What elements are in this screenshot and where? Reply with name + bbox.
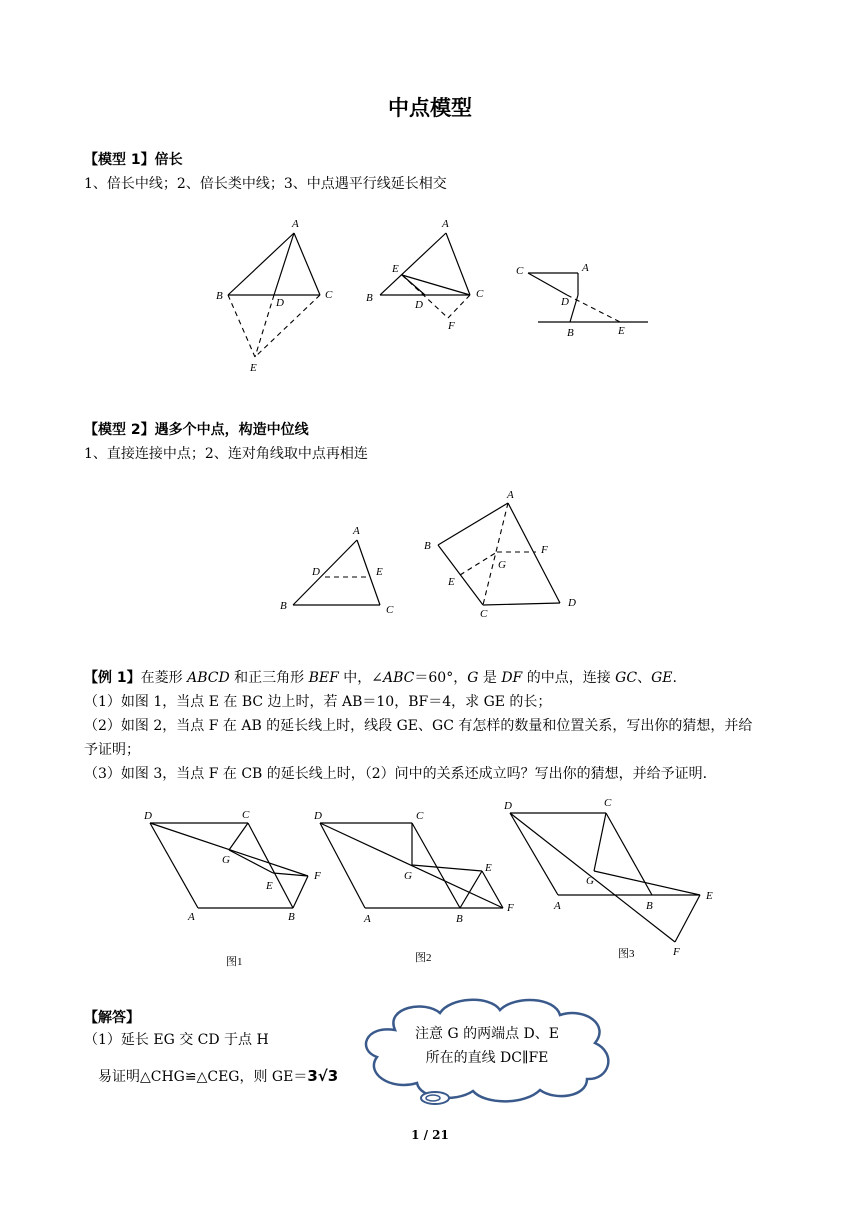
label-F: F [507,902,514,914]
answer-step-1: （1）延长 EG 交 CD 于点 H [84,1032,269,1048]
model2-figure-1 [275,525,405,620]
example-figure-2 [310,805,530,965]
label-E: E [266,880,273,892]
label-A: A [554,900,561,912]
label-A: A [507,489,514,501]
label-B: B [424,540,431,552]
answer-heading: 【解答】 [84,1010,140,1026]
label-E: E [392,263,399,275]
page-title: 中点模型 [388,96,472,120]
label-E: E [485,862,492,874]
label-B: B [567,327,574,339]
model1-figure-1 [210,215,340,380]
label-D: D [144,810,152,822]
question-2-line-1: （2）如图 2，当点 F 在 AB 的延长线上时，线段 GE、GC 有怎样的数量和位置关系，写出你的猜想，并给 [84,718,753,734]
label-B: B [280,600,287,612]
label-C: C [386,604,394,616]
question-2-line-2: 予证明； [84,742,140,758]
label-C: C [416,810,424,822]
label-A: A [582,262,589,274]
label-C: C [325,289,333,301]
model1-figure-3 [510,255,655,345]
label-B: B [646,900,653,912]
label-A: A [292,218,299,230]
label-B: B [288,911,295,923]
question-1: （1）如图 1，当点 E 在 BC 边上时，若 AB＝10，BF＝4，求 GE 的长； [84,694,552,710]
label-C: C [480,608,488,620]
model2-figure-2 [420,485,585,620]
label-D: D [561,296,569,308]
model1-heading: 【模型 1】倍长 [84,152,183,168]
label-F: F [673,946,680,958]
label-G: G [404,870,412,882]
model1-figure-2 [360,215,500,335]
label-A: A [353,525,360,537]
label-E: E [376,566,383,578]
label-D: D [276,297,284,309]
label-D: D [504,800,512,812]
label-F: F [448,320,455,332]
label-C: C [242,809,250,821]
question-3: （3）如图 3，当点 F 在 CB 的延长线上时，（2）问中的关系还成立吗？写出你的猜想，并给予证明. [84,766,708,782]
figure-caption: 图1 [226,956,243,968]
label-D: D [568,597,576,609]
figure-caption: 图3 [618,948,635,960]
example-figure-1 [140,805,330,970]
label-G: G [222,854,230,866]
label-E: E [618,325,625,337]
model1-description: 1、倍长中线；2、倍长类中线；3、中点遇平行线延长相交 [84,176,447,192]
label-G: G [498,559,506,571]
label-E: E [706,890,713,902]
cloud-text-line-2: 所在的直线 DC∥FE [425,1050,549,1066]
figure-caption: 图2 [415,952,432,964]
label-F: F [541,544,548,556]
example-figure-3 [500,795,730,960]
example-statement: 【例 1】在菱形 ABCD 和正三角形 BEF 中，∠ABC＝60°，G 是 DF 的中点，连接 GC、GE. [84,670,677,686]
model2-heading: 【模型 2】遇多个中点，构造中位线 [84,422,309,438]
label-B: B [456,913,463,925]
label-E: E [448,576,455,588]
label-B: B [366,292,373,304]
label-D: D [415,299,423,311]
label-D: D [314,810,322,822]
label-G: G [586,875,594,887]
label-B: B [216,290,223,302]
label-A: A [442,218,449,230]
model2-description: 1、直接连接中点；2、连对角线取中点再相连 [84,446,368,462]
page-number: 1 / 21 [411,1128,449,1142]
label-D: D [312,566,320,578]
label-C: C [516,265,524,277]
label-C: C [476,288,484,300]
label-A: A [364,913,371,925]
label-F: F [314,870,321,882]
answer-step-2: 易证明△CHG≌△CEG，则 GE＝3√3 [98,1067,339,1085]
label-C: C [604,797,612,809]
label-A: A [188,911,195,923]
label-E: E [250,362,257,374]
cloud-text-line-1: 注意 G 的两端点 D、E [415,1026,559,1042]
